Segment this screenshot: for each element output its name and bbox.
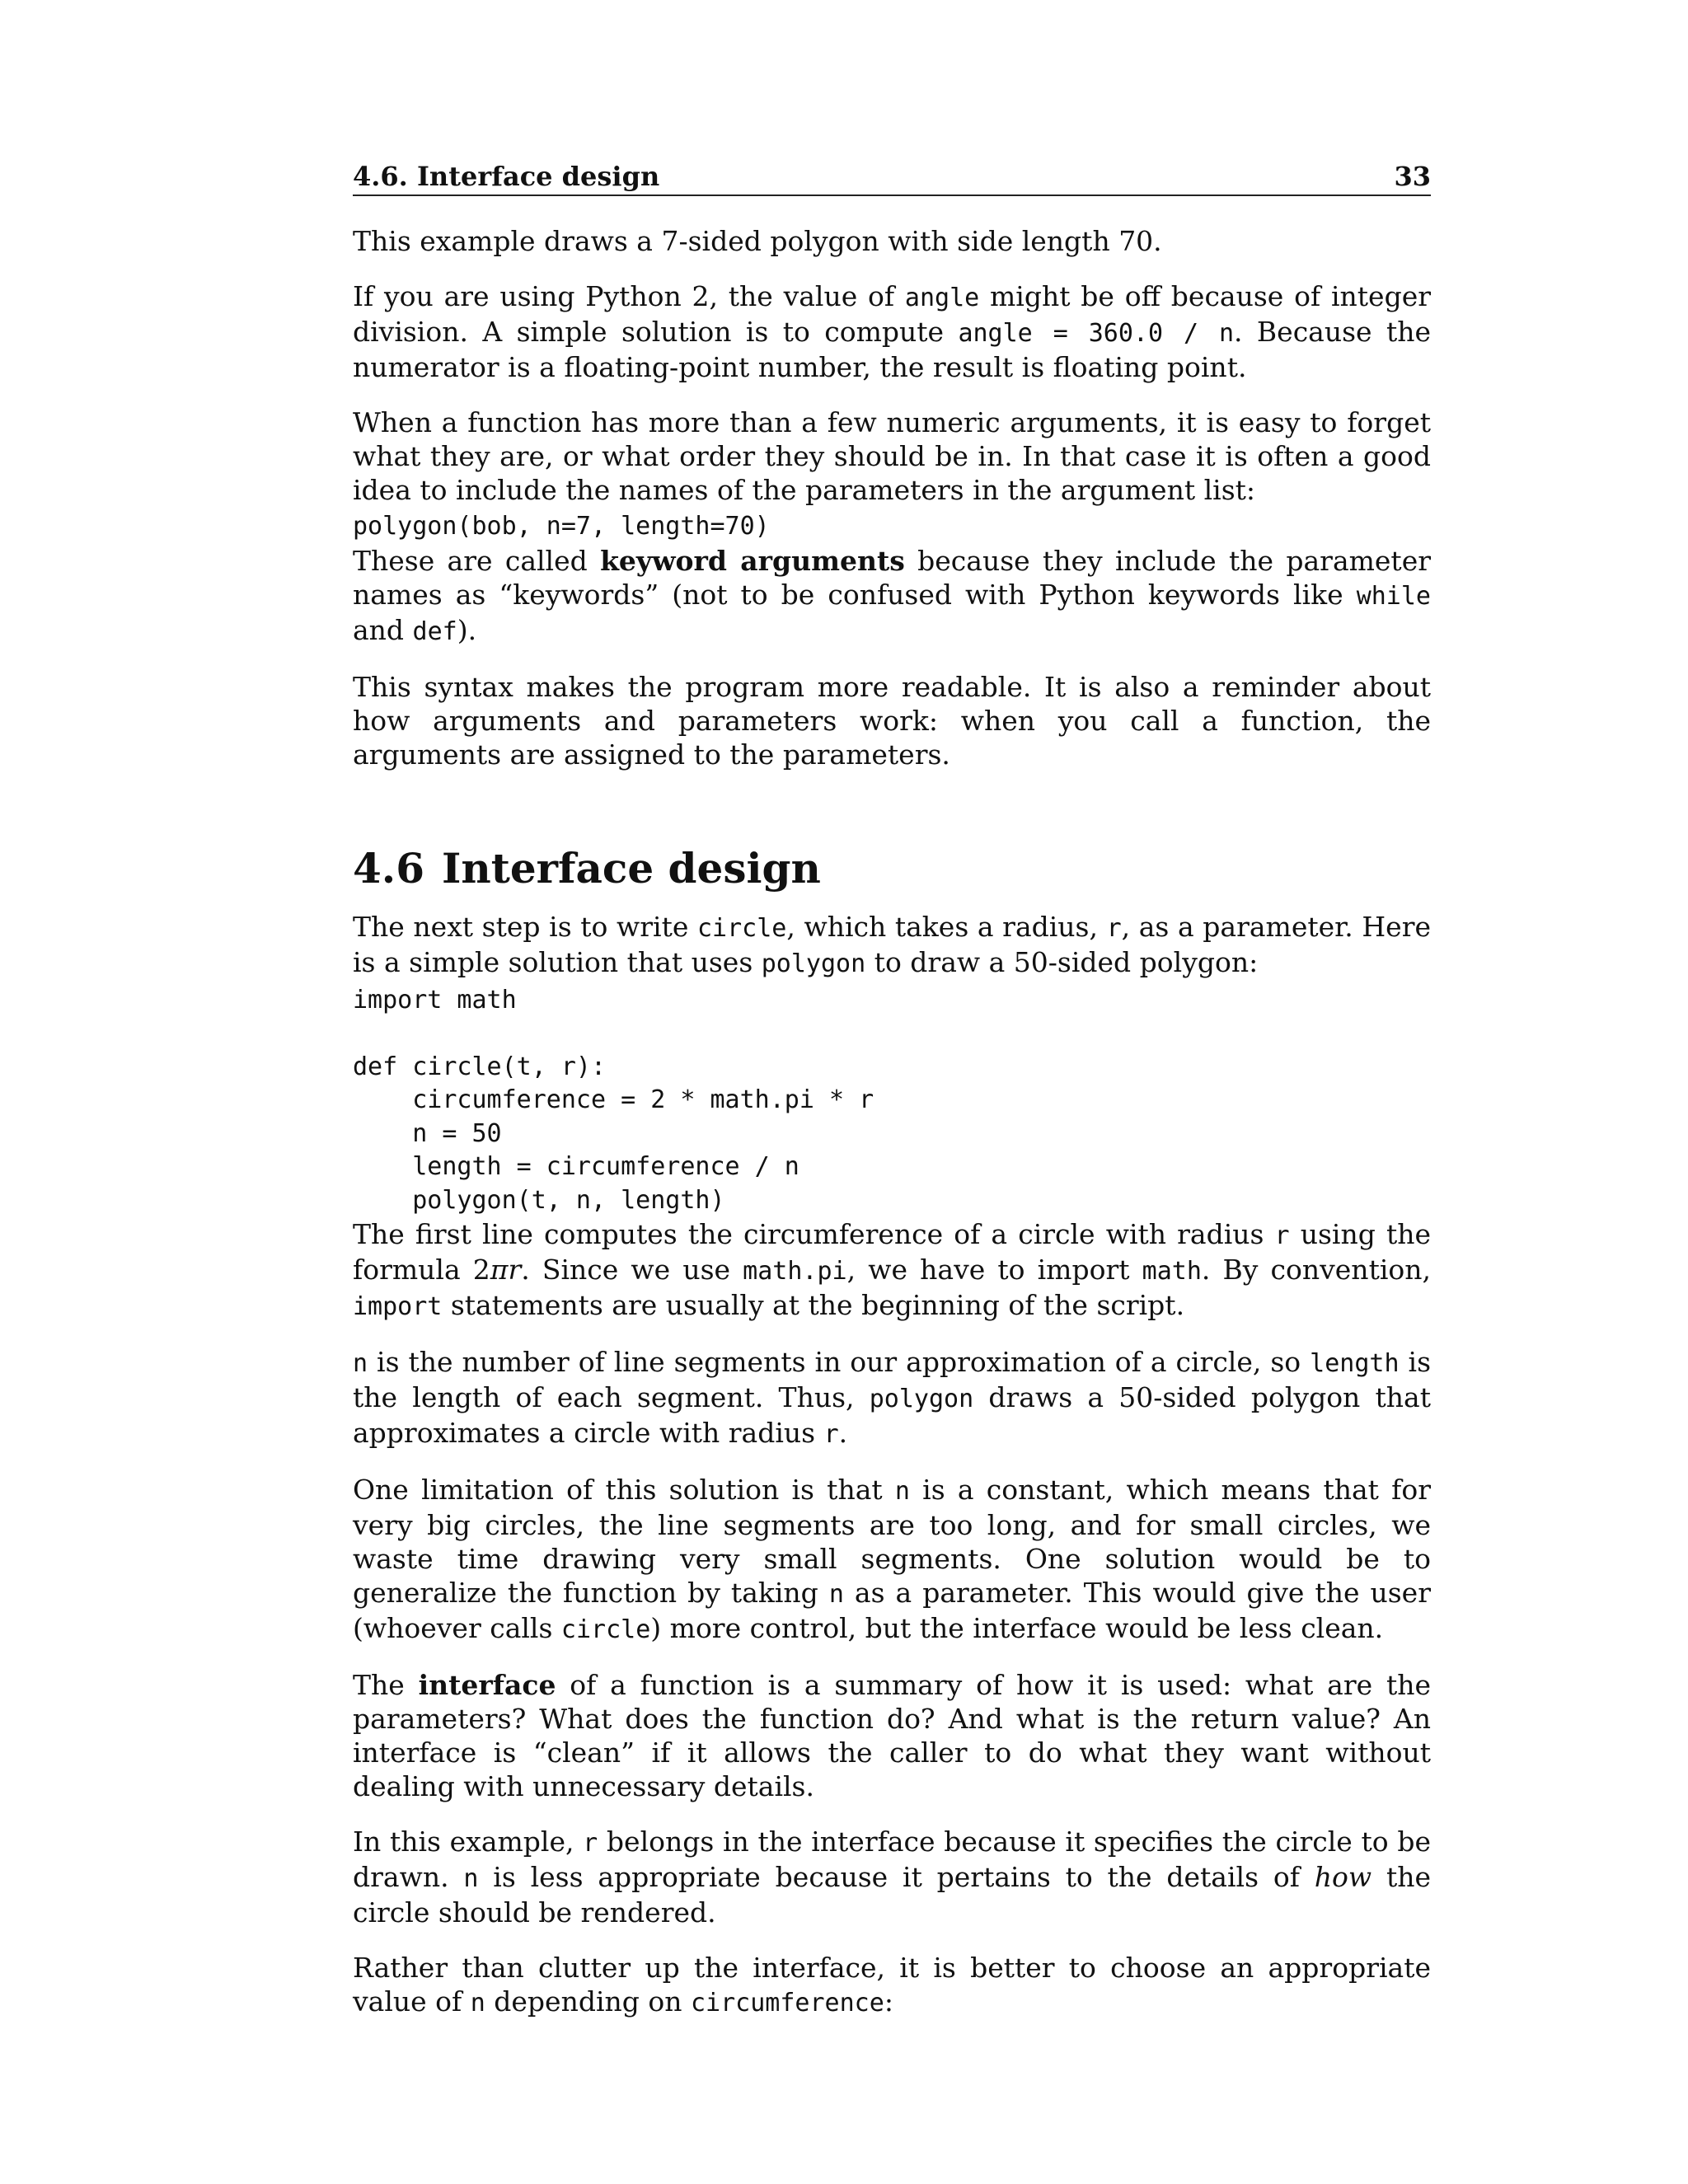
page-number: 33 — [1394, 161, 1431, 192]
inline-code: circle — [696, 913, 787, 943]
inline-code: circumference — [691, 1989, 884, 2018]
inline-code: n — [353, 1349, 368, 1378]
paragraph-circumference-formula: The first line computes the circumference of a circle with radius r using the formula 2πr. Since we use math.pi, we have to import math. By convention, import statements are usually at the beginning of the script. — [353, 1218, 1431, 1321]
inline-code: r — [1106, 913, 1122, 943]
paragraph-keyword-arguments: These are called keyword arguments because they include the parameter names as “keywords” (not to be confused with Python keywords like while and def). — [353, 544, 1431, 646]
paragraph-polygon-example: This example draws a 7-sided polygon with side length 70. — [353, 225, 1162, 257]
math-formula: πr — [490, 1254, 522, 1286]
paragraph-interface-definition: The interface of a function is a summary of how it is used: what are the parameters? What does the function do? And what is the return value? An interface is “clean” if it allows the caller to do what they want without dealing with unnecessary details. — [353, 1669, 1431, 1802]
inline-code: n — [894, 1477, 910, 1506]
inline-code: length — [1310, 1349, 1400, 1378]
inline-code: n — [470, 1989, 485, 2018]
section-number: 4.6 — [353, 843, 424, 893]
running-header — [353, 162, 1431, 196]
inline-code: math.pi — [743, 1257, 847, 1286]
inline-code: math — [1142, 1257, 1202, 1286]
inline-code: polygon — [761, 949, 866, 978]
inline-code: while — [1356, 581, 1431, 611]
paragraph-interface-example: In this example, r belongs in the interface because it specifies the circle to be drawn. n is less appropriate because it pertains to the details of how the circle should be rendered. — [353, 1825, 1431, 1929]
paragraph-line-segments: n is the number of line segments in our approximation of a circle, so length is the length of each segment. Thus, polygon draws a 50-sided polygon that approximates a circle with radius r. — [353, 1346, 1432, 1449]
paragraph-readable-syntax: This syntax makes the program more readable. It is also a reminder about how arguments and parameters work: when you call a function, the arguments are assigned to the parameters. — [353, 670, 1431, 771]
header-section-title: 4.6. Interface design — [353, 161, 660, 192]
code-block-circle-function: import math def circle(t, r): circumference = 2 * math.pi * r n = 50 length = circumference / n polygon(t, n, length) — [353, 985, 874, 1215]
paragraph-limitation: One limitation of this solution is that n is a constant, which means that for very big circles, the line segments are too long, and for small circles, we waste time drawing very small segments. One solution would be to generalize the function by taking n as a parameter. This would give the user (whoever calls circle) more control, but the interface would be less clean. — [353, 1474, 1431, 1644]
inline-code: r — [583, 1829, 598, 1858]
paragraph-python2-note: If you are using Python 2, the value of angle might be off because of integer division. A simple solution is to compute angle = 360.0 / n. Because the numerator is a floating-point number, the result is floating point. — [353, 280, 1431, 383]
section-heading — [353, 844, 1431, 893]
inline-code: angle — [904, 284, 980, 312]
section-title: Interface design — [442, 843, 821, 893]
inline-code: n — [828, 1580, 844, 1609]
term-interface: interface — [418, 1669, 556, 1701]
emphasis-how: how — [1314, 1861, 1372, 1893]
inline-code: import — [353, 1292, 443, 1321]
term-keyword-arguments: keyword arguments — [600, 544, 905, 577]
inline-code: polygon — [869, 1385, 974, 1413]
inline-code: n — [463, 1864, 479, 1893]
code-block-polygon-call: polygon(bob, n=7, length=70) — [353, 512, 770, 541]
inline-code: def — [412, 616, 457, 646]
inline-code: r — [823, 1420, 839, 1449]
book-page — [353, 162, 1431, 2020]
inline-code: angle = 360.0 / n — [958, 319, 1235, 348]
paragraph-numeric-arguments: When a function has more than a few numeric arguments, it is easy to forget what they are, or what order they should be in. In that case it is often a good idea to include the names of the parameters in the argument list: — [353, 406, 1431, 506]
paragraph-circle-intro: The next step is to write circle, which takes a radius, r, as a parameter. Here is a simple solution that uses polygon to draw a 50-sided polygon: — [353, 910, 1431, 978]
inline-code: r — [1274, 1221, 1290, 1250]
paragraph-choose-n: Rather than clutter up the interface, it is better to choose an appropriate value of n depending on circumference: — [353, 1952, 1431, 2018]
inline-code: circle — [560, 1615, 651, 1644]
